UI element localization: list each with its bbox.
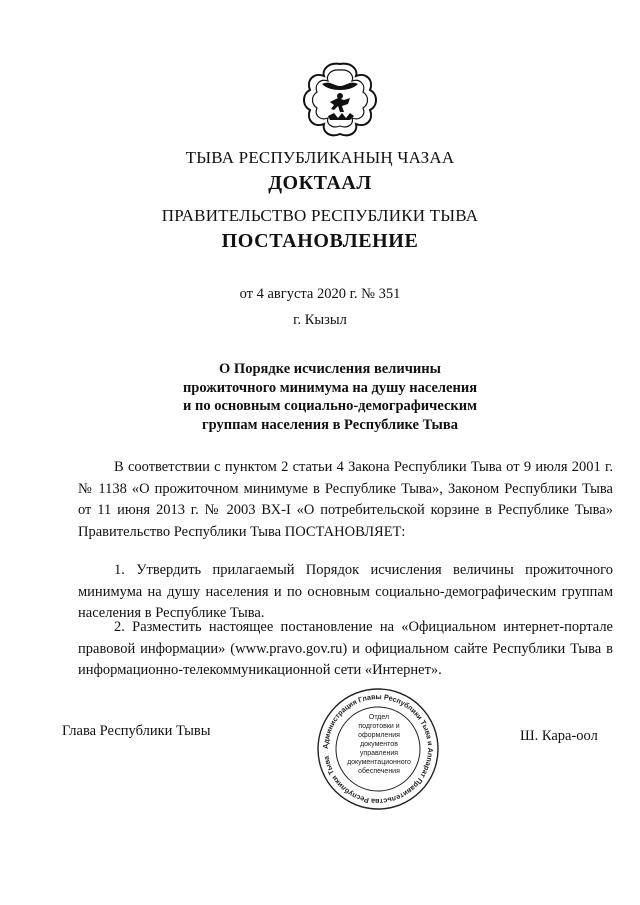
title-line: группам населения в Республике Тыва xyxy=(202,416,458,433)
document-title xyxy=(140,360,520,434)
stamp-line: Отдел xyxy=(368,714,390,721)
city: г. Кызыл xyxy=(293,312,347,328)
stamp-line: подготовки и xyxy=(358,723,400,730)
tuvan-doc-type: ДОКТААЛ xyxy=(268,172,372,194)
stamp-line: обеспечения xyxy=(358,768,400,775)
item-2-paragraph: 2. Разместить настоящее постановление на «Официальном интернет-портале правовой информации» (www.pravo.gov.ru) и официальном сайте Республики Тыва в информационно-телекоммуникационной сети «Интернет». xyxy=(78,619,613,678)
date-number: от 4 августа 2020 г. № 351 xyxy=(239,286,401,302)
signature-position: Глава Республики Тывы xyxy=(62,723,211,739)
title-line: прожиточного минимума на душу населения xyxy=(182,379,478,396)
tuvan-government-heading: ТЫВА РЕСПУБЛИКАНЫҢ ЧАЗАА xyxy=(185,148,455,167)
stamp-line: документационного xyxy=(347,759,411,766)
stamp-line: управления xyxy=(359,750,399,757)
stamp-center-text xyxy=(340,713,418,776)
title-line: и по основным социально-демографическим xyxy=(183,398,477,414)
russian-government-heading: ПРАВИТЕЛЬСТВО РЕСПУБЛИКИ ТЫВА xyxy=(161,206,479,225)
stamp-line: оформления документов xyxy=(358,732,400,748)
signature-name: Ш. Кара-оол xyxy=(520,728,598,744)
tuva-coat-of-arms-icon xyxy=(300,58,380,138)
item-1-paragraph: 1. Утвердить прилагаемый Порядок исчисления величины прожиточного минимума на душу населения и по основным социально-демографическим группам населения в Республике Тыва. xyxy=(78,562,613,621)
title-line: О Порядке исчисления величины xyxy=(219,361,441,377)
russian-doc-type: ПОСТАНОВЛЕНИЕ xyxy=(221,230,419,252)
preamble-paragraph: В соответствии с пунктом 2 статьи 4 Закона Республики Тыва от 9 июля 2001 г. № 1138 «О прожиточном минимуме в Республике Тыва», Законом Республики Тыва от 11 июня 2013 г. № 2003 ВХ-I «О потребительской корзине в Республике Тыва» Правительство Республики Тыва ПОСТАНОВЛЯЕТ: xyxy=(78,459,613,540)
stamp-ring-text: Администрация Главы Республики Тыва и Аппарат Правительства Республики Тыва xyxy=(320,691,436,807)
